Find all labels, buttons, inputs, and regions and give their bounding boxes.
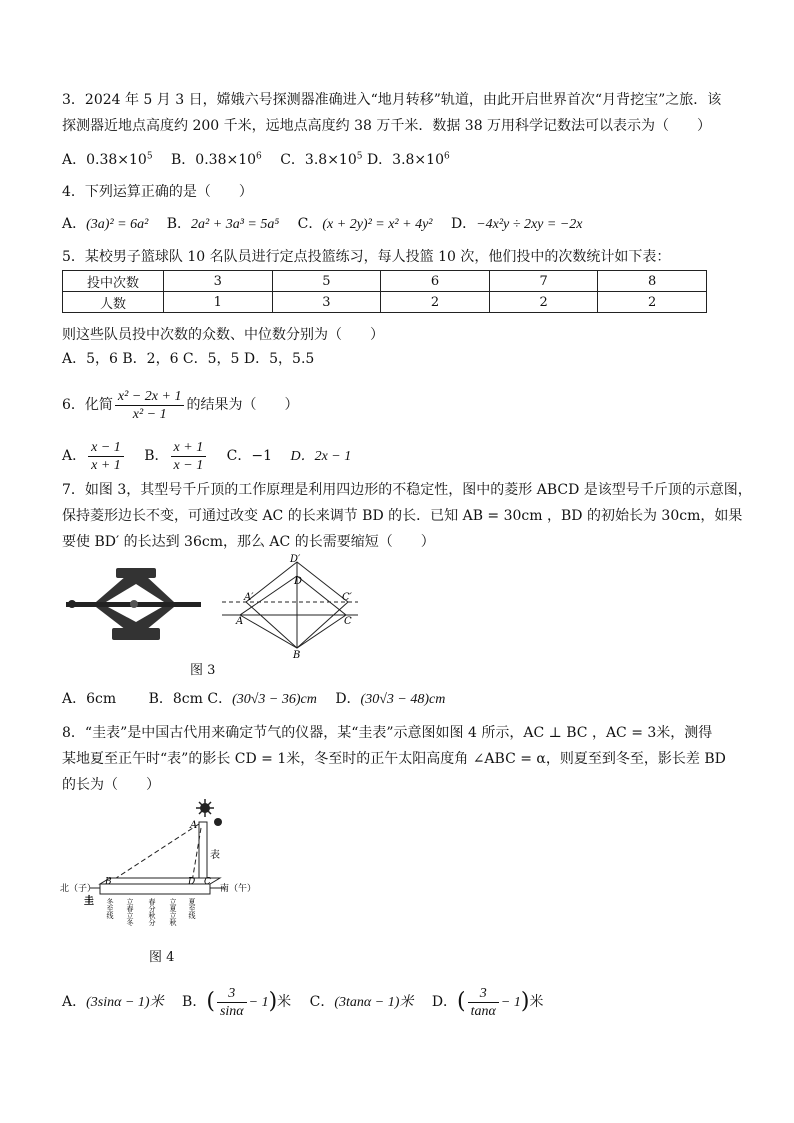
q8-option-d: $\frac{3}{\tan\alpha}$	[468, 985, 499, 1020]
q6-option-a: $\frac{x - 1}{x + 1}$	[88, 439, 124, 474]
q4-option-c: (x + 2y)² = x² + 4y²	[322, 217, 433, 232]
q4-option-a: (3a)² = 6a²	[86, 217, 149, 232]
rhombus-diagram	[222, 552, 362, 661]
table-cell: 3	[272, 292, 381, 313]
q5-options: A．5，6 B．2，6 C．5，5 D．5，5.5	[62, 351, 315, 367]
table-cell: 2	[598, 292, 707, 313]
q8-figure-caption: 图 4	[149, 950, 175, 965]
gui-label: 圭	[84, 896, 94, 907]
south-label: 南（午）	[220, 884, 257, 894]
q7-line3: 要使 BD′ 的长达到 36cm，那么 AC 的长需要缩短（ ）	[62, 534, 435, 550]
q8-options: A．(3sinα − 1)米 B．( $\frac{3}{\sin\alpha}$ − 1)米 C．(3tanα − 1)米 D．( $\frac{3}{\tan\alpha}$ − 1)米	[62, 985, 544, 1019]
table-cell: 7	[489, 271, 598, 292]
label-D-prime: D′	[290, 554, 301, 565]
car-jack-illustration	[66, 562, 201, 642]
label-A: A	[236, 616, 244, 627]
q3-option-a: A．$0.38\times 10^5$	[62, 151, 153, 168]
q8-line3: 的长为（ ）	[62, 777, 160, 793]
tick-lichun: 立春立冬	[126, 898, 134, 926]
label-B: B	[105, 877, 112, 887]
q3-option-b: B．$0.38\times 10^6$	[171, 151, 262, 168]
guibiao-diagram	[60, 798, 257, 940]
north-label: 北（子）	[60, 884, 97, 894]
q5-row2-label: 人数	[63, 292, 164, 313]
q8-option-c: (3tanα − 1)米	[334, 995, 414, 1010]
table-cell: 6	[381, 271, 490, 292]
label-C: C	[344, 616, 352, 627]
q5-stat-table	[62, 270, 707, 313]
tick-chunfen: 春分秋分	[148, 898, 156, 926]
q3-line2: 探测器近地点高度约 200 千米，远地点高度约 38 万千米．数据 38 万用科学记数法可以表示为（ ）	[62, 118, 712, 134]
q7-options: A．6cm B．8cm C．(30√3 − 36)cm D．(30√3 − 48)cm	[62, 691, 446, 707]
q6-option-d: D．2x − 1	[290, 449, 352, 464]
q6-stem: 6．化简 $\frac{\text{x² − 2x + 1}}{\text{x² − 1}}$ 的结果为（ ）	[62, 388, 299, 422]
q4-option-b-label: B．	[166, 216, 192, 232]
table-row	[63, 271, 707, 292]
table-cell: 2	[489, 292, 598, 313]
label-A: A	[190, 820, 198, 831]
q7-figure-caption: 图 3	[190, 663, 216, 678]
table-cell: 8	[598, 271, 707, 292]
q7-line1: 7．如图 3，其型号千斤顶的工作原理是利用四边形的不稳定性，图中的菱形 ABCD 是该型号千斤顶的示意图，	[62, 482, 752, 498]
q7-line2: 保持菱形边长不变，可通过改变 AC 的长来调节 BD 的长．已知 AB = 30cm ，BD 的初始长为 30cm，如果	[62, 508, 743, 524]
q4-options	[62, 214, 582, 235]
q3-line1: 3．2024 年 5 月 3 日，嫦娥六号探测器准确进入“地月转移”轨道，由此开启世界首次“月背挖宝”之旅．该	[62, 92, 722, 108]
q6-option-b: $\frac{x + 1}{x - 1}$	[171, 439, 207, 474]
q5-row1-label: 投中次数	[63, 271, 164, 292]
tick-lixia: 立夏立秋	[169, 898, 177, 926]
q4-option-a-label: A．	[62, 216, 87, 232]
q5-question: 则这些队员投中次数的众数、中位数分别为（ ）	[62, 327, 384, 343]
label-B: B	[293, 650, 301, 661]
table-cell: 1	[164, 292, 273, 313]
table-row	[63, 292, 707, 313]
q6-options: A． $\frac{x - 1}{x + 1}$ B． $\frac{x + 1}{x - 1}$ C．−1 D．2x − 1	[62, 439, 352, 473]
label-D: D	[294, 576, 303, 587]
biao-label: 表	[210, 850, 220, 861]
table-cell: 5	[272, 271, 381, 292]
label-A-prime: A′	[244, 592, 254, 603]
label-D: D	[188, 877, 196, 887]
q8-option-a: (3sinα − 1)米	[86, 995, 164, 1010]
q4-option-c-label: C．	[297, 216, 323, 232]
q8-line1: 8．“圭表”是中国古代用来确定节气的仪器，某“圭表”示意图如图 4 所示，AC ⊥ BC ，AC = 3米，测得	[62, 725, 713, 741]
tick-xiazhi: 夏至线	[188, 898, 196, 919]
q3-option-d: D．$3.8\times 10^6$	[366, 151, 450, 168]
q8-option-b: $\frac{3}{\sin\alpha}$	[217, 985, 247, 1020]
q3-option-c: C．$3.8\times 10^5$	[280, 151, 363, 168]
q4-option-d: −4x²y ÷ 2xy = −2x	[476, 217, 583, 232]
q6-option-c: C．−1	[226, 448, 273, 464]
table-cell: 2	[381, 292, 490, 313]
label-C: C	[204, 877, 211, 887]
q4-stem: 4．下列运算正确的是（ ）	[62, 184, 253, 200]
q3-options	[62, 150, 450, 170]
q4-option-b: 2a² + 3a³ = 5a⁵	[191, 217, 280, 232]
q6-fraction: $\frac{\text{x² − 2x + 1}}{\text{x² − 1}}$	[115, 388, 185, 423]
table-cell: 3	[164, 271, 273, 292]
tick-dongzhi: 冬至线	[106, 898, 114, 919]
label-C-prime: C′	[342, 592, 352, 603]
q8-line2: 某地夏至正午时“表”的影长 CD = 1米，冬至时的正午太阳高度角 ∠ABC = α，则夏至到冬至，影长差 BD	[62, 751, 726, 767]
q5-stem: 5．某校男子篮球队 10 名队员进行定点投篮练习，每人投篮 10 次，他们投中的次数统计如下表：	[62, 249, 671, 265]
q4-option-d-label: D．	[450, 216, 477, 232]
